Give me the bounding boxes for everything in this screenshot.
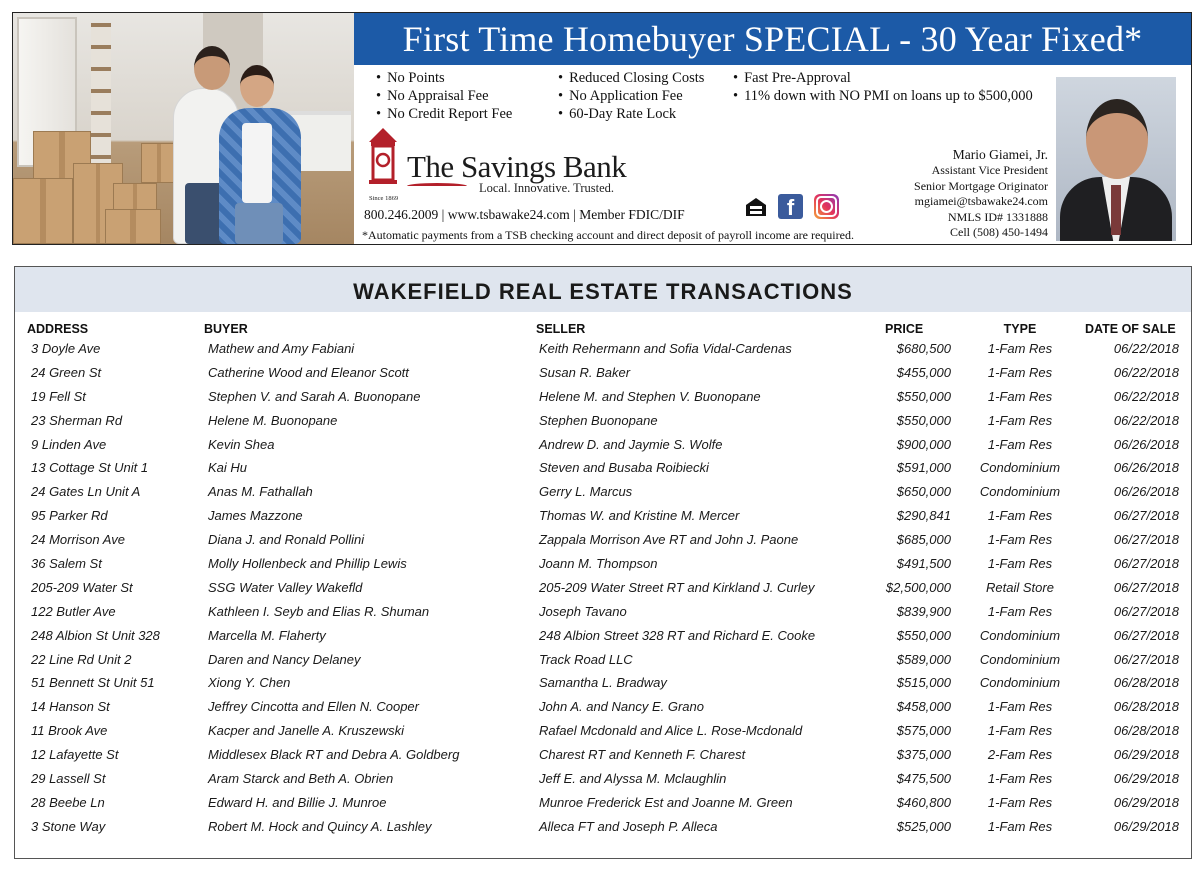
feature-list-2 <box>558 69 704 123</box>
cell-type: Condominium <box>979 651 1061 667</box>
facebook-icon[interactable]: f <box>778 194 803 219</box>
cell-buyer: Daren and Nancy Delaney <box>208 651 361 667</box>
feature-item: • No Credit Report Fee <box>376 105 512 123</box>
cell-buyer: Aram Starck and Beth A. Obrien <box>208 771 394 787</box>
table-row <box>15 360 1191 384</box>
cell-type: 1-Fam Res <box>987 699 1053 715</box>
table-row <box>15 575 1191 599</box>
table-row <box>15 599 1191 623</box>
bank-swoosh <box>407 183 467 189</box>
cell-buyer: Helene M. Buonopane <box>208 412 338 428</box>
cell-type: 1-Fam Res <box>987 364 1053 380</box>
cell-date: 06/26/2018 <box>1113 436 1179 452</box>
cell-price: $375,000 <box>896 747 951 763</box>
cell-buyer: Middlesex Black RT and Debra A. Goldberg <box>208 747 460 763</box>
cell-price: $515,000 <box>896 675 951 691</box>
bank-name: The Savings Bank <box>407 149 627 184</box>
cell-type: Retail Store <box>986 579 1054 595</box>
cell-address: 9 Linden Ave <box>31 436 107 452</box>
cell-address: 3 Stone Way <box>31 818 106 834</box>
cell-type: 1-Fam Res <box>987 412 1053 428</box>
cell-price: $839,900 <box>896 603 951 619</box>
cell-price: $685,000 <box>896 532 951 548</box>
cell-date: 06/27/2018 <box>1113 603 1179 619</box>
table-row <box>15 455 1191 479</box>
table-row <box>15 718 1191 742</box>
cell-type: 1-Fam Res <box>987 388 1053 404</box>
cell-price: $475,500 <box>896 771 951 787</box>
woman-shirt <box>242 123 272 203</box>
cell-address: 12 Lafayette St <box>31 747 119 763</box>
cell-address: 24 Green St <box>31 364 102 380</box>
cell-date: 06/29/2018 <box>1113 794 1179 810</box>
woman-legs <box>235 203 283 244</box>
cell-seller: 205-209 Water Street RT and Kirkland J. Curley <box>539 579 815 595</box>
cell-date: 06/27/2018 <box>1113 579 1179 595</box>
cell-price: $591,000 <box>896 460 951 476</box>
cell-type: 1-Fam Res <box>987 771 1053 787</box>
cell-price: $525,000 <box>896 818 951 834</box>
cell-buyer: Xiong Y. Chen <box>208 675 291 691</box>
cell-price: $575,000 <box>896 723 951 739</box>
cell-date: 06/29/2018 <box>1113 747 1179 763</box>
cell-price: $550,000 <box>896 627 951 643</box>
transactions-table <box>14 266 1192 859</box>
cell-seller: Munroe Frederick Est and Joanne M. Green <box>539 794 793 810</box>
cell-address: 11 Brook Ave <box>31 723 108 739</box>
man-head <box>194 46 230 90</box>
column-header-seller: SELLER <box>536 322 586 336</box>
loan-officer-info <box>914 146 1048 241</box>
cell-type: 1-Fam Res <box>987 508 1053 524</box>
cell-buyer: Diana J. and Ronald Pollini <box>208 532 365 548</box>
table-row <box>15 670 1191 694</box>
equal-housing-lender-icon <box>745 197 767 217</box>
feature-item: • No Points <box>376 69 512 87</box>
cell-date: 06/27/2018 <box>1113 627 1179 643</box>
instagram-icon[interactable] <box>814 194 839 219</box>
moving-box <box>13 178 73 244</box>
table-row <box>15 551 1191 575</box>
bank-contact-line[interactable]: 800.246.2009 | www.tsbawake24.com | Member FDIC/DIF <box>364 207 685 222</box>
bank-lantern-logo-icon <box>363 126 403 196</box>
cell-address: 23 Sherman Rd <box>31 412 123 428</box>
cell-address: 3 Doyle Ave <box>31 341 101 356</box>
cell-type: 1-Fam Res <box>987 532 1053 548</box>
ad-headline: First Time Homebuyer SPECIAL - 30 Year Fixed* <box>354 13 1191 65</box>
cell-buyer: Jeffrey Cincotta and Ellen N. Cooper <box>208 699 419 715</box>
cell-date: 06/28/2018 <box>1113 699 1179 715</box>
cell-type: Condominium <box>979 460 1061 476</box>
cell-buyer: Kai Hu <box>208 460 248 476</box>
cell-address: 205-209 Water St <box>31 579 133 595</box>
cell-buyer: SSG Water Valley Wakefld <box>208 579 363 595</box>
agent-name: Mario Giamei, Jr. <box>952 147 1048 162</box>
portrait-tie <box>1111 185 1121 235</box>
cell-type: 1-Fam Res <box>987 436 1053 452</box>
cell-buyer: Kathleen I. Seyb and Elias R. Shuman <box>208 603 430 619</box>
moving-box <box>105 209 161 244</box>
feature-item: • Reduced Closing Costs <box>558 69 704 87</box>
table-row <box>15 623 1191 647</box>
cell-seller: 248 Albion Street 328 RT and Richard E. Cooke <box>539 627 816 643</box>
cell-buyer: Anas M. Fathallah <box>208 484 313 500</box>
cell-type: Condominium <box>979 627 1061 643</box>
feature-item: • 60-Day Rate Lock <box>558 105 704 123</box>
couple-photo <box>13 13 354 244</box>
feature-item: • 11% down with NO PMI on loans up to $500,000 <box>733 87 1033 105</box>
agent-cell[interactable]: Cell (508) 450-1494 <box>950 225 1048 239</box>
cell-date: 06/27/2018 <box>1113 508 1179 524</box>
cell-buyer: Kevin Shea <box>208 436 275 452</box>
column-header-buyer: BUYER <box>204 322 248 336</box>
feature-item: • Fast Pre-Approval <box>733 69 1033 87</box>
cell-price: $460,800 <box>896 794 951 810</box>
woman-head <box>240 65 274 107</box>
agent-role: Senior Mortgage Originator <box>914 178 1048 193</box>
portrait-head <box>1086 99 1148 179</box>
since-year: Since 1869 <box>369 195 399 202</box>
cell-seller: Joann M. Thompson <box>539 556 658 572</box>
feature-list-3 <box>733 69 1033 105</box>
cell-type: 1-Fam Res <box>987 556 1053 572</box>
cell-seller: Jeff E. and Alyssa M. Mclaughlin <box>539 771 727 787</box>
cell-seller: Andrew D. and Jaymie S. Wolfe <box>539 436 723 452</box>
cell-seller: Susan R. Baker <box>539 364 631 380</box>
cell-seller: Joseph Tavano <box>539 603 627 619</box>
agent-portrait <box>1056 77 1176 241</box>
cell-price: $589,000 <box>896 651 951 667</box>
table-header-row <box>15 312 1191 336</box>
cell-date: 06/22/2018 <box>1113 388 1179 404</box>
cell-buyer: Mathew and Amy Fabiani <box>208 341 355 356</box>
cell-seller: Zappala Morrison Ave RT and John J. Paone <box>539 532 799 548</box>
cell-date: 06/27/2018 <box>1113 556 1179 572</box>
cell-address: 95 Parker Rd <box>31 508 108 524</box>
mortgage-ad-banner[interactable] <box>12 12 1192 245</box>
moving-box <box>141 143 177 183</box>
table-row <box>15 814 1191 838</box>
cell-date: 06/28/2018 <box>1113 675 1179 691</box>
cell-seller: Rafael Mcdonald and Alice L. Rose-Mcdonald <box>539 723 803 739</box>
cell-seller: Keith Rehermann and Sofia Vidal-Cardenas <box>539 341 792 356</box>
cell-type: 1-Fam Res <box>987 794 1053 810</box>
cell-price: $2,500,000 <box>885 579 951 595</box>
cell-date: 06/26/2018 <box>1113 484 1179 500</box>
photo-shelf <box>91 23 111 163</box>
table-row <box>15 766 1191 790</box>
cell-seller: Samantha L. Bradway <box>539 675 667 691</box>
table-title: WAKEFIELD REAL ESTATE TRANSACTIONS <box>15 267 1191 312</box>
table-row <box>15 336 1191 360</box>
cell-type: 1-Fam Res <box>987 603 1053 619</box>
cell-seller: Steven and Busaba Roibiecki <box>539 460 709 476</box>
cell-address: 29 Lassell St <box>31 771 106 787</box>
cell-buyer: Kacper and Janelle A. Kruszewski <box>208 723 405 739</box>
table-row <box>15 479 1191 503</box>
table-row <box>15 527 1191 551</box>
cell-seller: Helene M. and Stephen V. Buonopane <box>539 388 761 404</box>
agent-email[interactable]: mgiamei@tsbawake24.com <box>914 194 1048 208</box>
cell-date: 06/28/2018 <box>1113 723 1179 739</box>
cell-price: $491,500 <box>896 556 951 572</box>
cell-price: $290,841 <box>896 508 951 524</box>
cell-price: $680,500 <box>896 341 951 356</box>
cell-date: 06/22/2018 <box>1113 341 1179 356</box>
column-header-address: ADDRESS <box>27 322 89 336</box>
cell-type: Condominium <box>979 484 1061 500</box>
cell-buyer: Marcella M. Flaherty <box>208 627 326 643</box>
cell-date: 06/27/2018 <box>1113 651 1179 667</box>
cell-type: 1-Fam Res <box>987 818 1053 834</box>
feature-item: • No Application Fee <box>558 87 704 105</box>
cell-type: 1-Fam Res <box>987 341 1053 356</box>
cell-buyer: Molly Hollenbeck and Phillip Lewis <box>208 556 407 572</box>
cell-date: 06/22/2018 <box>1113 364 1179 380</box>
feature-item: • No Appraisal Fee <box>376 87 512 105</box>
cell-date: 06/29/2018 <box>1113 771 1179 787</box>
cell-date: 06/27/2018 <box>1113 532 1179 548</box>
agent-title: Assistant Vice President <box>931 163 1048 177</box>
cell-buyer: Catherine Wood and Eleanor Scott <box>208 364 409 380</box>
cell-price: $455,000 <box>896 364 951 380</box>
cell-address: 248 Albion St Unit 328 <box>31 627 160 643</box>
column-header-type: TYPE <box>1003 322 1037 336</box>
cell-date: 06/26/2018 <box>1113 460 1179 476</box>
cell-buyer: James Mazzone <box>208 508 303 524</box>
table-row <box>15 790 1191 814</box>
cell-address: 122 Butler Ave <box>31 603 116 619</box>
ad-disclaimer: *Automatic payments from a TSB checking account and direct deposit of payroll income are required. <box>362 228 854 242</box>
cell-address: 13 Cottage St Unit 1 <box>31 460 149 476</box>
cell-seller: Track Road LLC <box>539 651 633 667</box>
cell-seller: Charest RT and Kenneth F. Charest <box>539 747 746 763</box>
cell-address: 24 Morrison Ave <box>31 532 125 548</box>
cell-address: 22 Line Rd Unit 2 <box>31 651 132 667</box>
cell-seller: John A. and Nancy E. Grano <box>539 699 705 715</box>
table-row <box>15 694 1191 718</box>
feature-list-1 <box>376 69 512 123</box>
cell-address: 14 Hanson St <box>31 699 110 715</box>
table-row <box>15 503 1191 527</box>
cell-buyer: Edward H. and Billie J. Munroe <box>208 794 387 810</box>
cell-address: 28 Beebe Ln <box>31 794 105 810</box>
cell-address: 24 Gates Ln Unit A <box>31 484 141 500</box>
table-row <box>15 742 1191 766</box>
cell-address: 36 Salem St <box>31 556 102 572</box>
cell-buyer: Robert M. Hock and Quincy A. Lashley <box>208 818 432 834</box>
cell-price: $458,000 <box>896 699 951 715</box>
cell-date: 06/22/2018 <box>1113 412 1179 428</box>
table-row <box>15 384 1191 408</box>
column-header-price: PRICE <box>885 322 924 336</box>
cell-seller: Gerry L. Marcus <box>539 484 633 500</box>
cell-price: $550,000 <box>896 388 951 404</box>
table-row <box>15 647 1191 671</box>
cell-type: 2-Fam Res <box>987 747 1053 763</box>
cell-date: 06/29/2018 <box>1113 818 1179 834</box>
cell-seller: Thomas W. and Kristine M. Mercer <box>539 508 740 524</box>
cell-address: 51 Bennett St Unit 51 <box>31 675 155 691</box>
table-row <box>15 432 1191 456</box>
bank-tagline: Local. Innovative. Trusted. <box>479 181 615 195</box>
cell-price: $900,000 <box>896 436 951 452</box>
table-row <box>15 408 1191 432</box>
cell-buyer: Stephen V. and Sarah A. Buonopane <box>208 388 421 404</box>
table-body <box>15 336 1191 838</box>
cell-type: 1-Fam Res <box>987 723 1053 739</box>
cell-seller: Alleca FT and Joseph P. Alleca <box>539 818 718 834</box>
cell-seller: Stephen Buonopane <box>539 412 658 428</box>
agent-nmls: NMLS ID# 1331888 <box>947 209 1048 224</box>
cell-price: $550,000 <box>896 412 951 428</box>
cell-address: 19 Fell St <box>31 388 86 404</box>
cell-price: $650,000 <box>896 484 951 500</box>
cell-type: Condominium <box>979 675 1061 691</box>
column-header-date: DATE OF SALE <box>1085 322 1176 336</box>
